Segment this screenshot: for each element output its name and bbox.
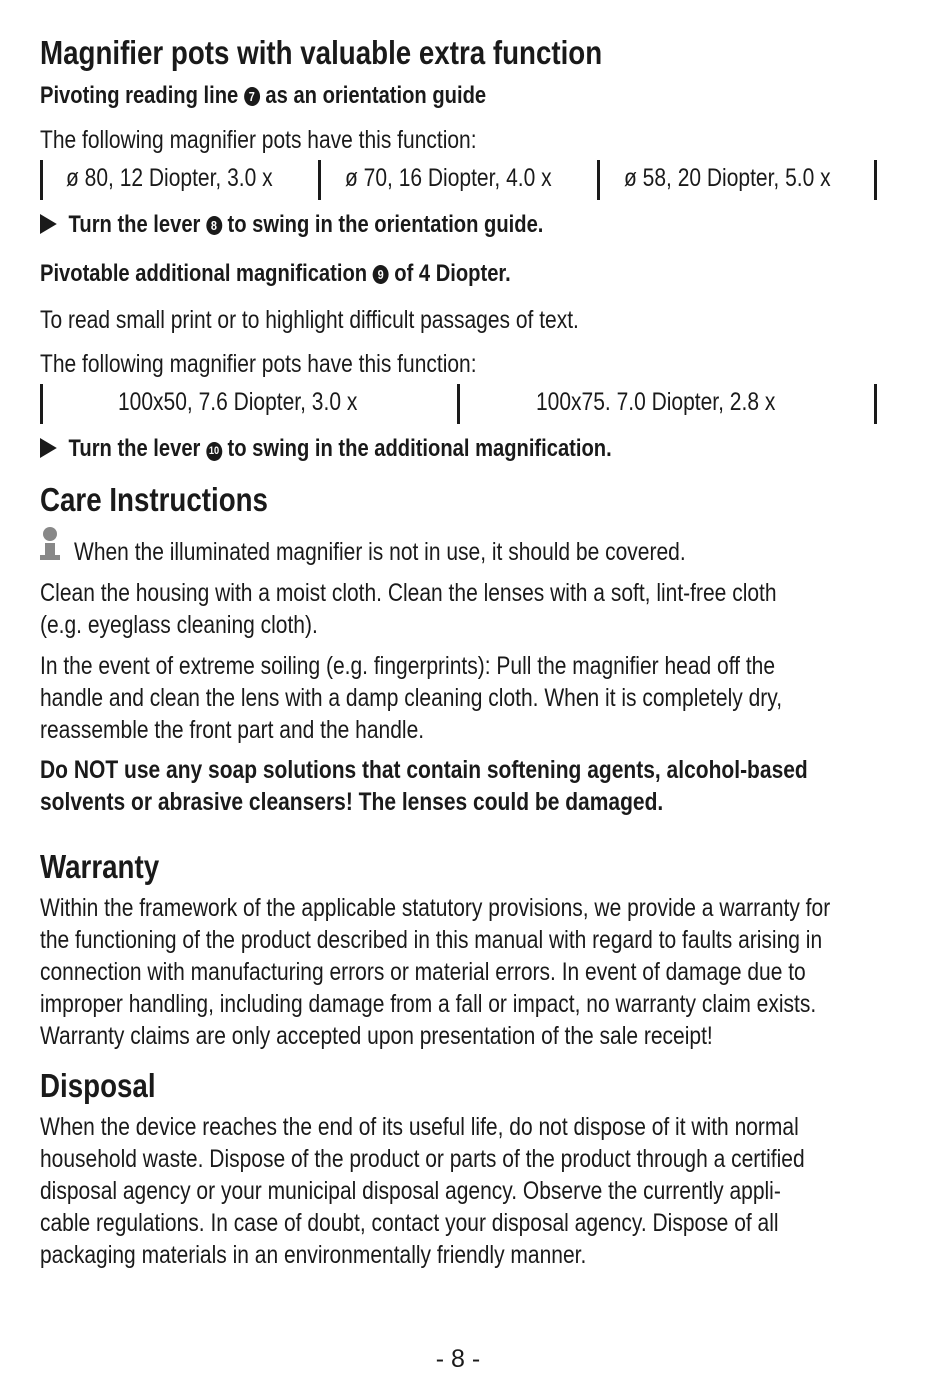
table-divider — [457, 384, 460, 424]
additional-magnification-desc: To read small print or to highlight difficult passages of text. — [40, 306, 579, 334]
callout-number-9: 9 — [373, 265, 389, 284]
section-title-magnifier: Magnifier pots with valuable extra function — [40, 34, 603, 71]
care-paragraph-cleaning: Clean the housing with a moist cloth. Clean the lenses with a soft, lint-free cloth (e.g. eyeglass cleaning cloth). — [40, 579, 777, 639]
section-title-warranty: Warranty — [40, 848, 160, 885]
reading-line-instruction: Turn the lever 8 to swing in the orientation guide. — [40, 211, 639, 239]
table-divider — [40, 160, 43, 200]
pot-cell: ø 58, 20 Diopter, 5.0 x — [624, 164, 831, 192]
pot-cell: ø 80, 12 Diopter, 3.0 x — [66, 164, 273, 192]
arrow-right-icon — [40, 438, 57, 458]
table-divider — [40, 384, 43, 424]
care-info-note: When the illuminated magnifier is not in use, it should be covered. — [74, 538, 686, 566]
section-title-care: Care Instructions — [40, 481, 268, 518]
info-icon — [40, 527, 60, 563]
additional-magnification-instruction: Turn the lever 10 to swing in the additional magnification. — [40, 435, 721, 463]
callout-number-7: 7 — [244, 87, 260, 106]
callout-number-8: 8 — [206, 216, 222, 235]
additional-magnification-heading: Pivotable additional magnification 9 of 4 Diopter. — [40, 260, 511, 287]
section-title-disposal: Disposal — [40, 1067, 156, 1104]
page-number: - 8 - — [435, 1345, 481, 1373]
callout-number-10: 10 — [206, 442, 222, 461]
arrow-right-icon — [40, 214, 57, 234]
additional-magnification-intro: The following magnifier pots have this function: — [40, 350, 477, 378]
table-divider — [874, 384, 877, 424]
care-paragraph-soiling: In the event of extreme soiling (e.g. fingerprints): Pull the magnifier head off the handle and clean the lens with a damp cleaning cloth. When it is completely dry, reassemble the front part and the handle. — [40, 652, 783, 744]
table-divider — [318, 160, 321, 200]
table-divider — [597, 160, 600, 200]
disposal-paragraph: When the device reaches the end of its useful life, do not dispose of it with normal household waste. Dispose of the product or parts of the product through a certified disposal agency or your municipal disposal agency. Observe the currently appli- cable regulations. In case of doubt, contact your disposal agency. Dispose of all packaging materials in an environmentally friendly manner. — [40, 1113, 805, 1269]
reading-line-heading: Pivoting reading line 7 as an orientation guide — [40, 82, 487, 109]
care-warning: Do NOT use any soap solutions that contain softening agents, alcohol-based solvents or abrasive cleansers! The lenses could be damaged. — [40, 756, 808, 816]
warranty-paragraph: Within the framework of the applicable statutory provisions, we provide a warranty for the functioning of the product described in this manual with regard to faults arising in connection with manufacturing errors or material errors. In event of damage due to improper handling, including damage from a fall or impact, no warranty claim exists. Warranty claims are only accepted upon presentation of the sale receipt! — [40, 894, 831, 1050]
pot-cell: 100x50, 7.6 Diopter, 3.0 x — [118, 388, 358, 416]
pot-cell: ø 70, 16 Diopter, 4.0 x — [345, 164, 552, 192]
pot-cell: 100x75. 7.0 Diopter, 2.8 x — [536, 388, 776, 416]
table-divider — [874, 160, 877, 200]
reading-line-intro: The following magnifier pots have this function: — [40, 126, 477, 154]
